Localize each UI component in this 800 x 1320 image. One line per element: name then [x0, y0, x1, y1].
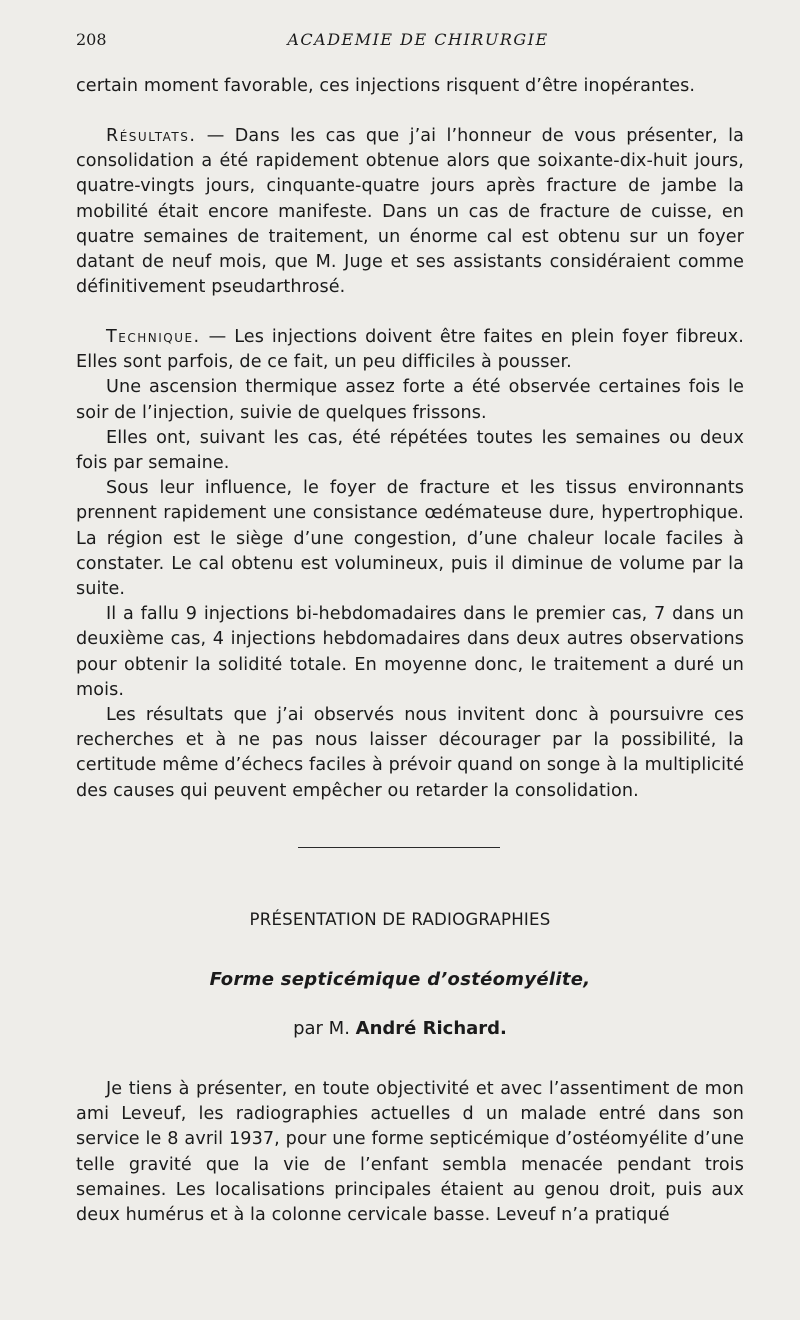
technique-text: — Les injections doivent être faites en plein foyer fibreux. Elles sont parfois, de ce fait, un peu difficiles à pousser.	[76, 327, 744, 373]
author-name: André Richard.	[355, 1018, 507, 1039]
section-divider	[298, 847, 500, 848]
running-header	[76, 30, 744, 52]
journal-title: ACADEMIE DE CHIRURGIE	[287, 30, 549, 49]
results-text: — Dans les cas que j’ai l’honneur de vous présenter, la consolidation a été rapidement obtenue alors que soixante-dix-huit jours, quatre-vingts jours, cinquante-quatre jours après fracture de jambe la mobilité était encore manifeste. Dans un cas de fracture de cuisse, en quatre semaines de traitement, un énorme cal est obtenu sur un foyer datant de neuf mois, que M. Juge et ses assistants considéraient comme définitivement pseudarthrosé.	[76, 126, 744, 298]
technique-paragraph: Sous leur influence, le foyer de fracture et les tissus environnants prennent rapidement une consistance œdémateuse dure, hypertrophique. La région est le siège d’une congestion, d’une chaleur locale faciles à constater. Le cal obtenu est volumineux, puis il diminue de volume par la suite.	[76, 478, 744, 600]
technique-section	[76, 325, 744, 804]
continuation-paragraph	[76, 74, 744, 99]
technique-paragraph: Les résultats que j’ai observés nous invitent donc à poursuivre ces recherches et à ne pas nous laisser décourager par la possibilité, la certitude même d’échecs faciles à prévoir quand on songe à la multiplicité des causes qui peuvent empêcher ou retarder la consolidation.	[76, 705, 744, 801]
technique-paragraph: Il a fallu 9 injections bi-hebdomadaires dans le premier cas, 7 dans un deuxième cas, 4 injections hebdomadaires dans deux autres observations pour obtenir la solidité totale. En moyenne donc, le traitement a duré un mois.	[76, 604, 744, 700]
article-body	[76, 1077, 744, 1228]
article-title: Forme septicémique d’ostéomyélite,	[209, 969, 591, 990]
page-number: 208	[76, 30, 107, 49]
technique-paragraph: Elles ont, suivant les cas, été répétées toutes les semaines ou deux fois par semaine.	[76, 427, 744, 474]
technique-paragraph: Une ascension thermique assez forte a été observée certaines fois le soir de l’injection, suivie de quelques frissons.	[76, 377, 744, 423]
technique-label: Technique.	[106, 327, 201, 347]
results-paragraph	[76, 124, 744, 300]
byline	[0, 1018, 800, 1039]
section-title: PRÉSENTATION DE RADIOGRAPHIES	[249, 910, 551, 929]
results-label: Résultats.	[106, 126, 197, 146]
article-paragraph: Je tiens à présenter, en toute objectivité et avec l’assentiment de mon ami Leveuf, les radiographies actuelles d un malade entré dans son service le 8 avril 1937, pour une forme septicémique d’ostéomyélite d’une telle gravité que la vie de l’enfant sembla menacée pendant trois semaines. Les localisations principales étaient au genou droit, puis aux deux humérus et à la colonne cervicale basse. Leveuf n’a pratiqué	[76, 1079, 744, 1226]
continuation-text: certain moment favorable, ces injections risquent d’être inopérantes.	[76, 76, 696, 96]
byline-prefix: par M.	[293, 1018, 356, 1039]
